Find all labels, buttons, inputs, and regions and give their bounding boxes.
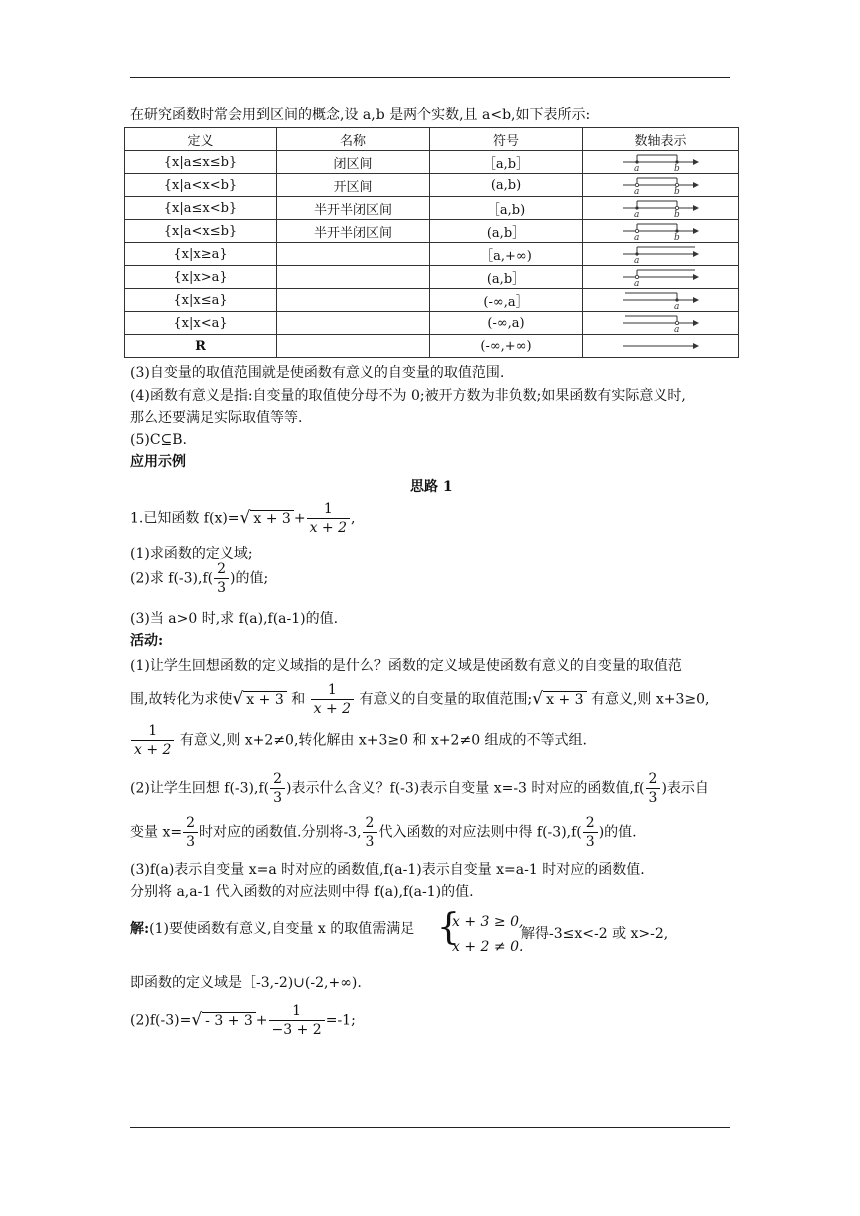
cell-definition: {x|a≤x<b}	[125, 197, 277, 220]
cell-symbol: ［a,b)	[430, 197, 583, 220]
cell-number-line	[583, 197, 739, 220]
fraction: $\frac{2}{3}$	[214, 560, 229, 597]
cell-symbol: ［a,b］	[430, 151, 583, 174]
number-line-icon	[621, 221, 701, 241]
fraction: $\frac{1}{-3 + 2}$	[269, 1002, 325, 1039]
svg-text:a: a	[633, 256, 639, 264]
cell-name	[277, 335, 430, 358]
cell-definition: {x|x>a}	[125, 266, 277, 289]
section-title: 应用示例	[130, 454, 186, 470]
cell-number-line	[583, 266, 739, 289]
table-row	[125, 266, 739, 289]
number-line-icon	[621, 267, 701, 287]
cell-name	[277, 266, 430, 289]
header-rule	[130, 77, 730, 78]
number-line-icon	[621, 175, 701, 195]
sqrt-expression: √ x + 3	[232, 691, 286, 709]
table-row	[125, 220, 739, 243]
fraction: $\frac{2}{3}$	[270, 770, 285, 807]
fraction: $\frac{2}{3}$	[363, 814, 378, 851]
table-row	[125, 151, 739, 174]
fraction: $\frac{1}{x + 2}$	[311, 681, 354, 718]
sqrt-expression: √ x + 3	[532, 691, 586, 709]
number-line-icon	[621, 198, 701, 218]
cell-number-line	[583, 312, 739, 335]
table-row	[125, 335, 739, 358]
svg-text:a: a	[633, 210, 639, 218]
cell-number-line	[583, 220, 739, 243]
cell-number-line	[583, 335, 739, 358]
note-4a: (4)函数有意义是指:自变量的取值使分母不为 0;被开方数为非负数;如果函数有实际意义时,	[130, 388, 686, 404]
sqrt-expression: √ x + 3	[240, 510, 294, 528]
cell-symbol: (-∞,a)	[430, 312, 583, 335]
cell-symbol: (a,b)	[430, 174, 583, 197]
cell-name	[277, 312, 430, 335]
activity-3-line-1: (3)f(a)表示自变量 x=a 时对应的函数值,f(a-1)表示自变量 x=a-1 时对应的函数值.	[130, 862, 645, 878]
number-line-icon	[621, 290, 701, 310]
question-1: (1)求函数的定义域;	[130, 546, 253, 562]
cell-number-line	[583, 151, 739, 174]
svg-text:b: b	[673, 233, 680, 241]
svg-text:b: b	[673, 187, 680, 195]
cell-name	[277, 243, 430, 266]
radical-icon: √	[532, 688, 544, 709]
interval-table	[124, 127, 739, 358]
fraction: $\frac{1}{x + 2}$	[307, 500, 350, 537]
table-row	[125, 312, 739, 335]
activity-title: 活动:	[130, 633, 164, 649]
header-name: 名称	[277, 128, 430, 151]
system-eq-1: x + 3 ≥ 0,	[452, 914, 524, 930]
plus-sign: +	[293, 510, 306, 527]
number-line-icon	[621, 313, 701, 333]
svg-text:a: a	[633, 187, 639, 195]
cell-symbol: (a,b］	[430, 266, 583, 289]
activity-3-line-2: 分别将 a,a-1 代入函数的对应法则中得 f(a),f(a-1)的值.	[130, 884, 474, 900]
svg-text:a: a	[633, 164, 639, 172]
activity-2-line-1: (2)让学生回想 f(-3),f( $\frac{2}{3}$ )表示什么含义？f(-3)表示自变量 x=-3 时对应的函数值,f( $\frac{2}{3}$ )表示自	[130, 771, 709, 806]
cell-definition: {x|x<a}	[125, 312, 277, 335]
cell-definition: {x|a<x<b}	[125, 174, 277, 197]
cell-number-line	[583, 174, 739, 197]
fraction: $\frac{2}{3}$	[646, 770, 661, 807]
cell-definition: {x|a≤x≤b}	[125, 151, 277, 174]
footer-rule	[130, 1127, 730, 1128]
radical-icon: √	[232, 688, 244, 709]
cell-number-line	[583, 289, 739, 312]
intro-text: 在研究函数时常会用到区间的概念,设 a,b 是两个实数,且 a<b,如下表所示:	[130, 107, 591, 123]
subsection-title: 思路 1	[410, 479, 453, 495]
activity-1-line-1: (1)让学生回想函数的定义域指的是什么？函数的定义域是使函数有意义的自变量的取值范	[130, 658, 682, 674]
table-row	[125, 289, 739, 312]
question-2: (2)求 f(-3),f( $\frac{2}{3}$ )的值;	[130, 561, 269, 596]
cell-name: 半开半闭区间	[277, 197, 430, 220]
svg-text:b: b	[673, 210, 680, 218]
cell-name: 开区间	[277, 174, 430, 197]
solution-2: (2)f(-3)=√ - 3 + 3 + $\frac{1}{-3 + 2}$ =-1;	[130, 1003, 356, 1038]
fraction: $\frac{2}{3}$	[183, 814, 198, 851]
header-number-line: 数轴表示	[583, 128, 739, 151]
note-5: (5)C⊆B.	[130, 432, 188, 448]
solution-1-result: 解得-3≤x<-2 或 x>-2,	[521, 926, 669, 942]
svg-text:b: b	[673, 164, 680, 172]
header-definition: 定义	[125, 128, 277, 151]
cell-symbol: (a,b］	[430, 220, 583, 243]
cell-definition: {x|x≥a}	[125, 243, 277, 266]
table-row	[125, 197, 739, 220]
svg-text:a: a	[633, 233, 639, 241]
fraction: $\frac{1}{x + 2}$	[131, 722, 174, 759]
number-line-icon	[621, 244, 701, 264]
system-eq-2: x + 2 ≠ 0.	[452, 939, 524, 955]
table-row	[125, 174, 739, 197]
svg-text:a: a	[673, 302, 679, 310]
cell-symbol: ［a,+∞)	[430, 243, 583, 266]
radical-icon: √	[239, 507, 251, 528]
problem-lead: 1.已知函数 f(x)=	[130, 510, 240, 527]
solution-1: 解:(1)要使函数有意义,自变量 x 的取值需满足	[130, 921, 415, 937]
problem-statement: 1.已知函数 f(x)=√ x + 3 + $\frac{1}{x + 2}$ ,	[130, 501, 356, 536]
number-line-icon	[621, 336, 701, 356]
cell-symbol: (-∞,a］	[430, 289, 583, 312]
cell-name: 闭区间	[277, 151, 430, 174]
activity-1-line-3: $\frac{1}{x + 2}$ 有意义,则 x+2≠0,转化解由 x+3≥0 和 x+2≠0 组成的不等式组.	[130, 722, 587, 759]
header-symbol: 符号	[430, 128, 583, 151]
cell-definition: {x|a<x≤b}	[125, 220, 277, 243]
activity-2-line-2: 变量 x= $\frac{2}{3}$ 时对应的函数值.分别将-3, $\frac{2}{3}$ 代入函数的对应法则中得 f(-3),f( $\frac{2}{3}$ )的值.	[130, 815, 637, 850]
number-line-icon	[621, 152, 701, 172]
activity-1-line-2: 围,故转化为求使√ x + 3 和 $\frac{1}{x + 2}$ 有意义的自变量的取值范围;√ x + 3 有意义,则 x+3≥0,	[130, 682, 710, 717]
cell-name: 半开半闭区间	[277, 220, 430, 243]
note-4b: 那么还要满足实际取值等等.	[130, 410, 303, 426]
svg-text:a: a	[633, 279, 639, 287]
note-3: (3)自变量的取值范围就是使函数有意义的自变量的取值范围.	[130, 365, 505, 381]
table-row	[125, 243, 739, 266]
solution-domain: 即函数的定义域是［-3,-2)∪(-2,+∞).	[130, 975, 362, 991]
table-header-row	[125, 128, 739, 151]
svg-text:a: a	[673, 325, 679, 333]
cell-definition: R	[125, 335, 277, 358]
cell-number-line	[583, 243, 739, 266]
fraction: $\frac{2}{3}$	[583, 814, 598, 851]
radical-icon: √	[191, 1009, 203, 1030]
cell-symbol: (-∞,+∞)	[430, 335, 583, 358]
cell-name	[277, 289, 430, 312]
cell-definition: {x|x≤a}	[125, 289, 277, 312]
sqrt-expression: √ - 3 + 3	[191, 1012, 255, 1030]
solution-label: 解:	[130, 921, 150, 937]
question-3: (3)当 a>0 时,求 f(a),f(a-1)的值.	[130, 611, 339, 627]
system-brace: {	[437, 907, 460, 948]
